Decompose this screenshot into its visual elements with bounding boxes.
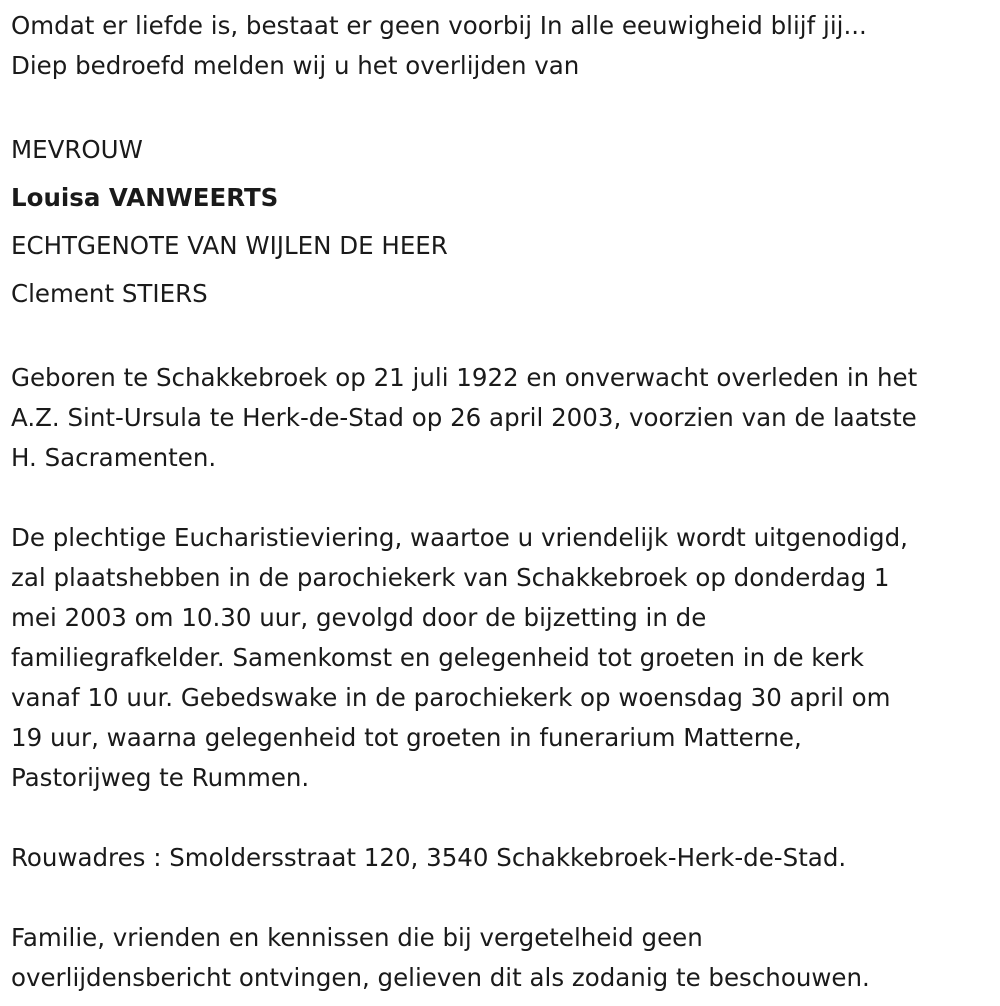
mourning-address: Rouwadres : Smoldersstraat 120, 3540 Schakkebroek-Herk-de-Stad. <box>11 843 847 872</box>
ceremony-line: familiegrafkelder. Samenkomst en gelegenheid tot groeten in de kerk <box>11 643 864 672</box>
ceremony-line: mei 2003 om 10.30 uur, gevolgd door de bijzetting in de <box>11 603 707 632</box>
ceremony-line: zal plaatshebben in de parochiekerk van Schakkebroek op donderdag 1 <box>11 563 890 592</box>
deceased-name: Louisa VANWEERTS <box>11 183 279 212</box>
closing-line: Familie, vrienden en kennissen die bij vergetelheid geen <box>11 923 703 952</box>
opening-verse: Omdat er liefde is, bestaat er geen voorbij In alle eeuwigheid blijf jij... <box>11 11 867 40</box>
deceased-block <box>11 126 991 318</box>
obituary-notice <box>11 6 991 998</box>
ceremony-line: 19 uur, waarna gelegenheid tot groeten in funerarium Matterne, <box>11 723 802 752</box>
announcement-line: Diep bedroefd melden wij u het overlijden van <box>11 51 580 80</box>
ceremony-line: De plechtige Eucharistieviering, waartoe u vriendelijk wordt uitgenodigd, <box>11 523 908 552</box>
birth-death-line: Geboren te Schakkebroek op 21 juli 1922 en onverwacht overleden in het <box>11 363 918 392</box>
ceremony-paragraph <box>11 518 991 798</box>
ceremony-line: vanaf 10 uur. Gebedswake in de parochiekerk op woensdag 30 april om <box>11 683 891 712</box>
birth-death-paragraph <box>11 358 991 478</box>
paragraph-spacer <box>11 86 991 126</box>
relation-line: ECHTGENOTE VAN WIJLEN DE HEER <box>11 231 448 260</box>
closing-paragraph <box>11 918 991 998</box>
paragraph-spacer <box>11 798 991 838</box>
address-paragraph <box>11 838 991 878</box>
opening-paragraph <box>11 6 991 86</box>
paragraph-spacer <box>11 318 991 358</box>
birth-death-line: A.Z. Sint-Ursula te Herk-de-Stad op 26 april 2003, voorzien van de laatste <box>11 403 917 432</box>
paragraph-spacer <box>11 478 991 518</box>
paragraph-spacer <box>11 878 991 918</box>
spouse-name: Clement STIERS <box>11 279 208 308</box>
closing-line: overlijdensbericht ontvingen, gelieven dit als zodanig te beschouwen. <box>11 963 870 992</box>
ceremony-line: Pastorijweg te Rummen. <box>11 763 310 792</box>
birth-death-line: H. Sacramenten. <box>11 443 217 472</box>
salutation: MEVROUW <box>11 135 143 164</box>
